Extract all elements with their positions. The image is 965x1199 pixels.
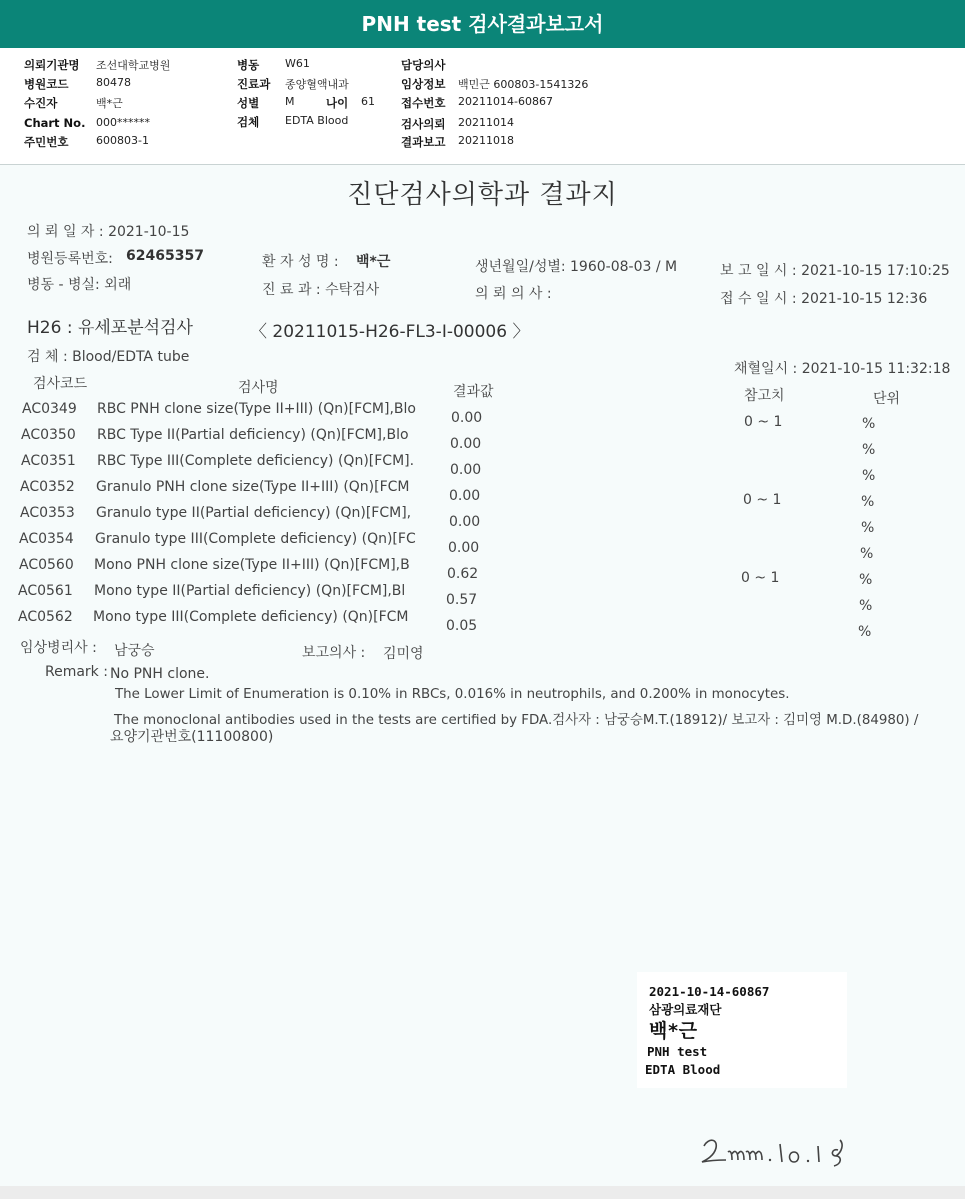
row-unit: % xyxy=(862,442,876,458)
col-code: 검사코드 xyxy=(33,376,88,392)
stamp-receipt-no: 2021-10-14-60867 xyxy=(649,984,770,999)
label-clinical-info: 임상정보 xyxy=(401,77,446,91)
ward-room: 병동 - 병실: 외래 xyxy=(27,277,132,293)
col-name: 검사명 xyxy=(238,380,279,396)
remark-label: Remark : xyxy=(45,664,108,680)
clin-path-value: 남궁승 xyxy=(114,643,155,659)
label-id-number: 주민번호 xyxy=(24,135,69,149)
row-unit: % xyxy=(860,546,874,562)
row-code: AC0352 xyxy=(20,479,75,495)
header-info xyxy=(0,48,965,165)
value-specimen: EDTA Blood xyxy=(285,114,349,127)
remark-line: The monoclonal antibodies used in the tests are certified by FDA.검사자 : 남궁승M.T.(18912)/ 보고자 : 김미영 M.D.(84980) / xyxy=(114,713,919,728)
table-row xyxy=(0,505,965,536)
table-row xyxy=(0,531,965,562)
row-code: AC0349 xyxy=(22,401,77,417)
remark-line: No PNH clone. xyxy=(110,666,210,682)
row-result: 0.57 xyxy=(446,592,478,608)
value-sex: M xyxy=(285,95,295,108)
row-unit: % xyxy=(858,624,872,640)
row-unit: % xyxy=(862,416,876,432)
report-title: 진단검사의학과 결과지 xyxy=(347,180,618,210)
specimen-type: 검 체 : Blood/EDTA tube xyxy=(27,349,190,365)
value-department: 종양혈액내과 xyxy=(285,78,349,91)
row-name: Mono PNH clone size(Type II+III) (Qn)[FCM],B xyxy=(94,557,410,573)
receipt-time: 접 수 일 시 : 2021-10-15 12:36 xyxy=(720,291,928,307)
stamp-org: 삼광의료재단 xyxy=(649,1002,722,1017)
stamp-patient: 백*근 xyxy=(649,1020,698,1042)
label-sex: 성별 xyxy=(237,96,260,110)
value-institution: 조선대학교병원 xyxy=(96,59,171,72)
report-time: 보 고 일 시 : 2021-10-15 17:10:25 xyxy=(720,263,950,279)
label-ward: 병동 xyxy=(237,58,260,72)
remark-line: The Lower Limit of Enumeration is 0.10% in RBCs, 0.016% in neutrophils, and 0.200% in monocytes. xyxy=(115,687,790,702)
label-attending: 담당의사 xyxy=(401,58,446,72)
row-result: 0.00 xyxy=(451,410,483,426)
table-row xyxy=(0,609,965,640)
row-name: Granulo type II(Partial deficiency) (Qn)[FCM], xyxy=(96,505,412,521)
label-hospital-code: 병원코드 xyxy=(24,77,69,91)
row-code: AC0351 xyxy=(21,453,76,469)
label-request-date: 검사의뢰 xyxy=(401,117,446,131)
row-ref: 0 ~ 1 xyxy=(743,492,782,508)
table-row xyxy=(0,401,965,432)
stamp-specimen: EDTA Blood xyxy=(645,1062,721,1077)
label-age: 나이 xyxy=(326,96,349,110)
label-patient: 수진자 xyxy=(24,96,58,110)
table-row xyxy=(0,583,965,614)
row-unit: % xyxy=(862,468,876,484)
row-name: RBC Type III(Complete deficiency) (Qn)[FCM]. xyxy=(97,453,415,469)
row-result: 0.00 xyxy=(449,514,481,530)
section-title: H26 : 유세포분석검사 xyxy=(27,318,193,338)
remark-line: 요양기관번호(11100800) xyxy=(110,729,274,745)
row-unit: % xyxy=(859,598,873,614)
birth-sex: 생년월일/성별: 1960-08-03 / M xyxy=(475,259,678,275)
label-institution: 의뢰기관명 xyxy=(24,58,80,72)
row-code: AC0354 xyxy=(19,531,74,547)
row-code: AC0560 xyxy=(19,557,74,573)
row-code: AC0353 xyxy=(20,505,75,521)
row-result: 0.00 xyxy=(450,462,482,478)
reg-label: 병원등록번호: xyxy=(27,251,113,267)
row-code: AC0350 xyxy=(21,427,76,443)
row-ref: 0 ~ 1 xyxy=(744,414,783,430)
row-name: Mono type II(Partial deficiency) (Qn)[FCM],Bl xyxy=(94,583,406,599)
page-footer-bar xyxy=(0,1186,965,1199)
table-row xyxy=(0,557,965,588)
label-report-date: 결과보고 xyxy=(401,135,446,149)
table-row xyxy=(0,427,965,458)
value-ward: W61 xyxy=(285,57,310,70)
patient-label: 환 자 성 명 : xyxy=(262,254,339,270)
requesting-doctor: 의 뢰 의 사 : xyxy=(475,286,552,302)
col-ref: 참고치 xyxy=(744,388,785,404)
report-banner: PNH test 검사결과보고서 xyxy=(0,0,965,48)
reg-value: 62465357 xyxy=(126,248,204,264)
row-name: RBC PNH clone size(Type II+III) (Qn)[FCM],Blo xyxy=(97,401,416,417)
row-name: Granulo type III(Complete deficiency) (Qn)[FC xyxy=(95,531,416,547)
value-hospital-code: 80478 xyxy=(96,76,131,89)
col-unit: 단위 xyxy=(873,391,901,407)
value-id-number: 600803-1 xyxy=(96,134,149,147)
barcode-id: 〈 20211015-H26-FL3-I-00006 〉 xyxy=(250,322,530,342)
value-request-date: 20211014 xyxy=(458,116,514,129)
stamp-test: PNH test xyxy=(647,1044,708,1059)
table-row xyxy=(0,453,965,484)
row-result: 0.62 xyxy=(447,566,479,582)
label-receipt-no: 접수번호 xyxy=(401,96,446,110)
row-name: Granulo PNH clone size(Type II+III) (Qn)[FCM xyxy=(96,479,410,495)
row-result: 0.00 xyxy=(450,436,482,452)
row-unit: % xyxy=(861,494,875,510)
patient-value: 백*근 xyxy=(356,254,391,270)
row-result: 0.05 xyxy=(446,618,478,634)
collection-time: 채혈일시 : 2021-10-15 11:32:18 xyxy=(734,361,951,377)
clin-path-label: 임상병리사 : xyxy=(20,640,97,656)
row-unit: % xyxy=(861,520,875,536)
row-code: AC0562 xyxy=(18,609,73,625)
row-code: AC0561 xyxy=(18,583,73,599)
value-chart-no: 000****** xyxy=(96,116,150,129)
label-department: 진료과 xyxy=(237,77,271,91)
value-report-date: 20211018 xyxy=(458,134,514,147)
handwritten-signature xyxy=(698,1130,858,1174)
row-unit: % xyxy=(859,572,873,588)
dept: 진 료 과 : 수탁검사 xyxy=(262,282,380,298)
col-result: 결과값 xyxy=(453,384,494,400)
row-result: 0.00 xyxy=(449,488,481,504)
row-name: Mono type III(Complete deficiency) (Qn)[FCM xyxy=(93,609,409,625)
report-doctor-value: 김미영 xyxy=(383,646,424,662)
value-receipt-no: 20211014-60867 xyxy=(458,95,553,108)
report-doctor-label: 보고의사 : xyxy=(302,645,366,661)
value-clinical-info: 백민근 600803-1541326 xyxy=(458,78,589,91)
value-age: 61 xyxy=(361,95,375,108)
specimen-label-stamp xyxy=(637,972,847,1088)
label-specimen: 검체 xyxy=(237,115,260,129)
row-name: RBC Type II(Partial deficiency) (Qn)[FCM],Blo xyxy=(97,427,409,443)
label-chart-no: Chart No. xyxy=(24,116,86,130)
row-ref: 0 ~ 1 xyxy=(741,570,780,586)
value-patient: 백*근 xyxy=(96,97,123,110)
table-row xyxy=(0,479,965,510)
request-date: 의 뢰 일 자 : 2021-10-15 xyxy=(27,224,190,240)
row-result: 0.00 xyxy=(448,540,480,556)
